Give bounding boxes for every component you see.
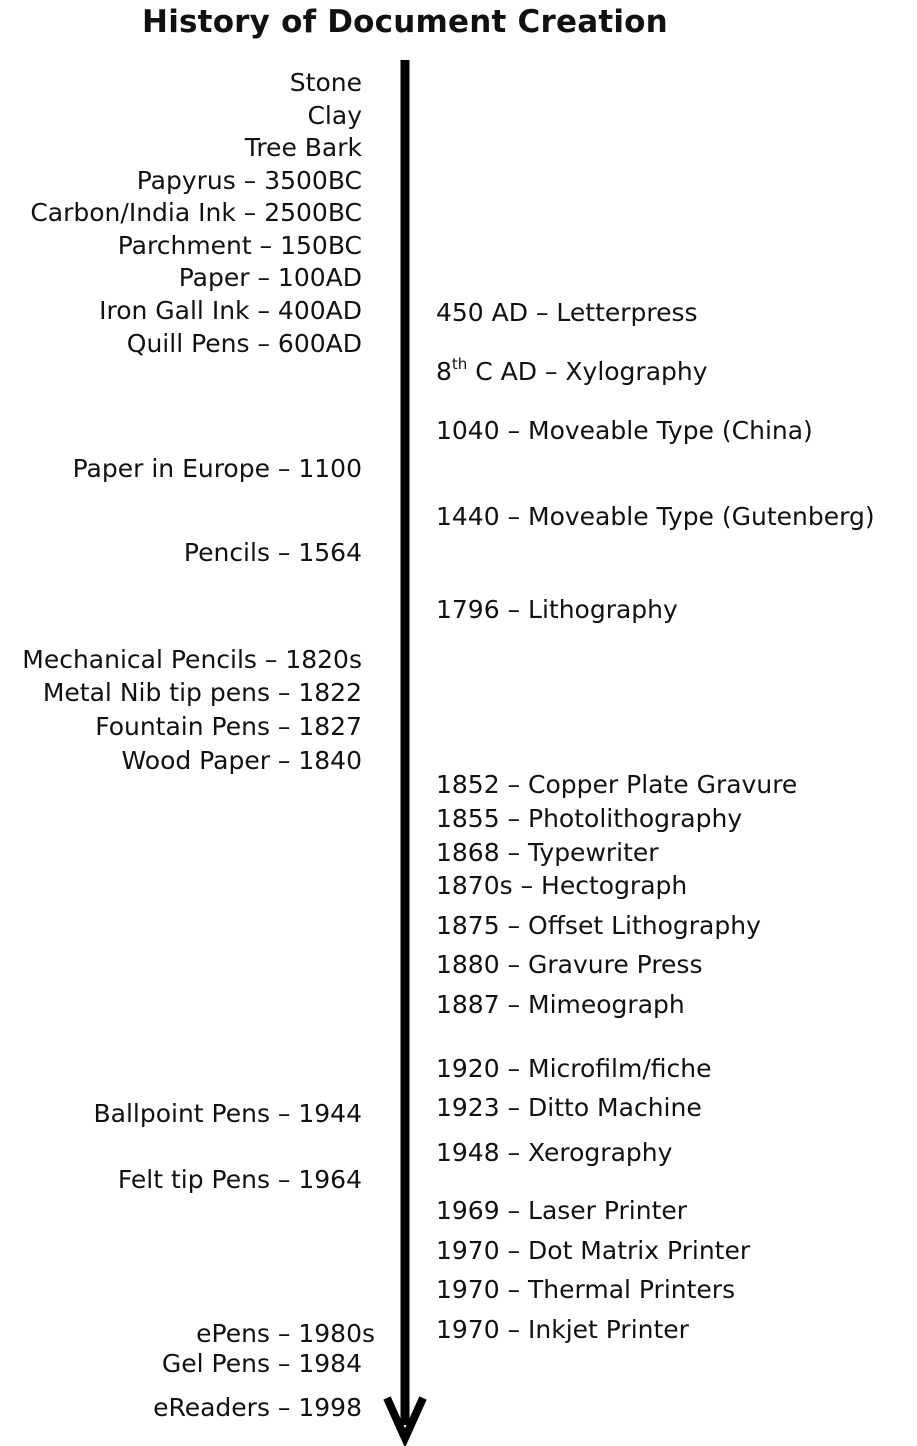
right-event	[436, 354, 708, 387]
right-event: 1920 – Microfilm/fiche	[436, 1054, 712, 1083]
ordinal-suffix: th	[451, 354, 468, 373]
right-event: 1868 – Typewriter	[436, 838, 659, 867]
right-event: 1855 – Photolithography	[436, 804, 743, 833]
right-event: 1852 – Copper Plate Gravure	[436, 770, 798, 799]
right-event: 1923 – Ditto Machine	[436, 1093, 702, 1122]
right-event: 1970 – Dot Matrix Printer	[436, 1236, 751, 1265]
left-event: Clay	[307, 101, 362, 130]
left-event: Gel Pens – 1984	[161, 1349, 362, 1378]
ordinal-number: 8	[436, 357, 452, 386]
right-event: 1040 – Moveable Type (China)	[436, 416, 813, 445]
left-event: Fountain Pens – 1827	[95, 712, 362, 741]
right-event: 1970 – Inkjet Printer	[436, 1315, 689, 1344]
left-event: Papyrus – 3500BC	[136, 166, 362, 195]
diagram-title: History of Document Creation	[142, 4, 668, 40]
left-event: Paper in Europe – 1100	[72, 454, 362, 483]
left-event: ePens – 1980s	[196, 1319, 375, 1348]
event-text: C AD – Xylography	[467, 357, 708, 386]
right-event: 1875 – Offset Lithography	[436, 911, 761, 940]
left-event: Stone	[289, 68, 362, 97]
left-event: Pencils – 1564	[183, 538, 362, 567]
left-event: Felt tip Pens – 1964	[117, 1165, 362, 1194]
right-event: 1796 – Lithography	[436, 595, 678, 624]
right-event: 1440 – Moveable Type (Gutenberg)	[436, 502, 875, 531]
left-event: Ballpoint Pens – 1944	[93, 1099, 362, 1128]
left-event: Parchment – 150BC	[117, 231, 362, 260]
right-event: 1880 – Gravure Press	[436, 950, 703, 979]
right-event: 1870s – Hectograph	[436, 871, 688, 900]
left-event: Tree Bark	[244, 133, 362, 162]
left-event: Wood Paper – 1840	[121, 746, 362, 775]
right-event: 1887 – Mimeograph	[436, 990, 685, 1019]
left-event: Mechanical Pencils – 1820s	[22, 645, 362, 674]
right-event: 1970 – Thermal Printers	[436, 1275, 736, 1304]
right-event: 1969 – Laser Printer	[436, 1196, 688, 1225]
left-event: Quill Pens – 600AD	[126, 329, 362, 358]
right-event: 1948 – Xerography	[436, 1138, 673, 1167]
left-event: Metal Nib tip pens – 1822	[42, 678, 362, 707]
right-event: 450 AD – Letterpress	[436, 298, 698, 327]
left-event: Iron Gall Ink – 400AD	[99, 296, 362, 325]
left-event: eReaders – 1998	[153, 1393, 362, 1422]
left-event: Carbon/India Ink – 2500BC	[30, 198, 362, 227]
left-event: Paper – 100AD	[178, 263, 362, 292]
